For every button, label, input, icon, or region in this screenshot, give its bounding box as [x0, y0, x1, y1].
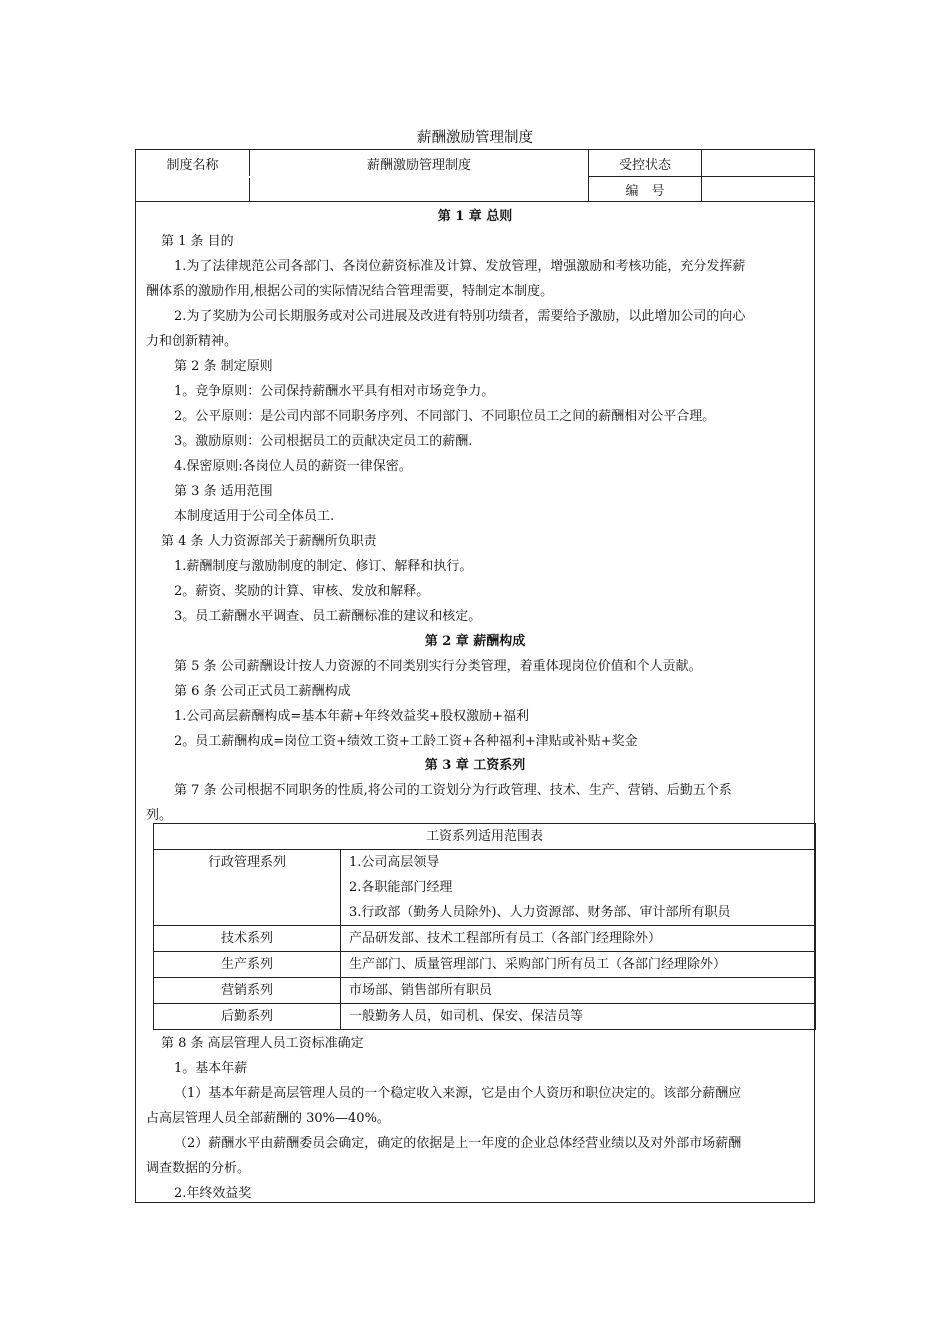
paragraph: （1）基本年薪是高层管理人员的一个稳定收入来源，它是由个人资历和职位决定的。该部分薪酬应	[174, 1086, 742, 1101]
article-6-title: 第 6 条 公司正式员工薪酬构成	[174, 684, 351, 699]
merge-mask	[136, 176, 588, 178]
table-row	[154, 1004, 816, 1030]
list-item: 2。公平原则：是公司内部不同职务序列、不同部门、不同职位员工之间的薪酬相对公平合理。	[174, 409, 716, 424]
series-value-production: 生产部门、质量管理部门、采购部门所有员工（各部门经理除外）	[341, 952, 816, 978]
series-value-tech: 产品研发部、技术工程部所有员工（各部门经理除外）	[341, 926, 816, 952]
header-row-2	[136, 176, 814, 202]
paragraph: （2）薪酬水平由薪酬委员会确定，确定的依据是上一年度的企业总体经营业绩以及对外部市场薪酬	[174, 1136, 742, 1151]
list-item: 3。员工薪酬水平调查、员工薪酬标准的建议和核定。	[174, 609, 482, 624]
section-heading: 2.年终效益奖	[174, 1186, 252, 1201]
list-item: 1.公司高层领导	[349, 855, 440, 870]
table-row	[154, 978, 816, 1004]
list-item: 3。激励原则：公司根据员工的贡献决定员工的薪酬.	[174, 434, 473, 449]
number-label: 编 号	[625, 184, 665, 199]
salary-series-table	[153, 823, 816, 1030]
article-2-title: 第 2 条 制定原则	[174, 359, 273, 374]
article-8-title: 第 8 条 高层管理人员工资标准确定	[161, 1036, 364, 1051]
divider	[701, 150, 702, 202]
list-item: 2.各职能部门经理	[349, 880, 453, 895]
article-7-text: 第 7 条 公司根据不同职务的性质,将公司的工资划分为行政管理、技术、生产、营销、后勤五个系	[174, 783, 732, 798]
article-1-paragraph: 力和创新精神。	[146, 334, 238, 349]
paragraph: 调查数据的分析。	[146, 1161, 251, 1176]
series-label-sales: 营销系列	[154, 978, 341, 1004]
article-3-text: 本制度适用于公司全体员工.	[174, 509, 335, 524]
article-5-text: 第 5 条 公司薪酬设计按人力资源的不同类别实行分类管理，着重体现岗位价值和个人贡献。	[174, 659, 702, 674]
article-1-paragraph: 2.为了奖励为公司长期服务或对公司进展及改进有特别功绩者，需要给予激励，以此增加公司的向心	[174, 309, 746, 324]
table-caption: 工资系列适用范围表	[154, 824, 816, 850]
list-item: 2。薪资、奖励的计算、审核、发放和解释。	[174, 584, 430, 599]
article-7-text: 列。	[146, 808, 173, 823]
list-item: 1。竞争原则：公司保持薪酬水平具有相对市场竞争力。	[174, 384, 495, 399]
article-3-title: 第 3 条 适用范围	[174, 484, 273, 499]
paragraph: 占高层管理人员全部薪酬的 30%—40%。	[146, 1111, 390, 1126]
article-1-paragraph: 酬体系的激励作用,根据公司的实际情况结合管理需要，特制定本制度。	[146, 284, 554, 299]
table-row	[154, 926, 816, 952]
name-value: 薪酬激励管理制度	[366, 158, 471, 173]
chapter-3-title: 第 3 章 工资系列	[424, 758, 526, 773]
article-1-paragraph: 1.为了法律规范公司各部门、各岗位薪资标准及计算、发放管理，增强激励和考核功能，充分发挥薪	[174, 259, 746, 274]
table-row	[154, 952, 816, 978]
list-item: 2。员工薪酬构成=岗位工资+绩效工资+工龄工资+各种福利+津贴或补贴+奖金	[174, 734, 638, 749]
series-value-logistics: 一般勤务人员，如司机、保安、保洁员等	[341, 1004, 816, 1030]
series-value-sales: 市场部、销售部所有职员	[341, 978, 816, 1004]
name-label: 制度名称	[166, 158, 219, 173]
article-4-title: 第 4 条 人力资源部关于薪酬所负职责	[161, 534, 377, 549]
table-row	[154, 824, 816, 850]
status-label: 受控状态	[618, 158, 671, 173]
series-label-tech: 技术系列	[154, 926, 341, 952]
list-item: 3.行政部（勤务人员除外)、人力资源部、财务部、审计部所有职员	[349, 905, 731, 920]
list-item: 4.保密原则:各岗位人员的薪资一律保密。	[174, 459, 412, 474]
table-row	[154, 850, 816, 926]
section-heading: 1。基本年薪	[174, 1061, 248, 1076]
series-value-admin	[341, 850, 816, 926]
list-item: 1.薪酬制度与激励制度的制定、修订、解释和执行。	[174, 559, 473, 574]
chapter-2-title: 第 2 章 薪酬构成	[424, 634, 526, 649]
article-1-title: 第 1 条 目的	[161, 234, 234, 249]
series-label-admin: 行政管理系列	[154, 850, 341, 926]
series-label-logistics: 后勤系列	[154, 1004, 341, 1030]
series-label-production: 生产系列	[154, 952, 341, 978]
document-title: 薪酬激励管理制度	[417, 130, 533, 146]
document-frame	[135, 149, 815, 1203]
list-item: 1.公司高层薪酬构成=基本年薪+年终效益奖+股权激励+福利	[174, 709, 529, 724]
chapter-1-title: 第 1 章 总则	[437, 209, 513, 224]
